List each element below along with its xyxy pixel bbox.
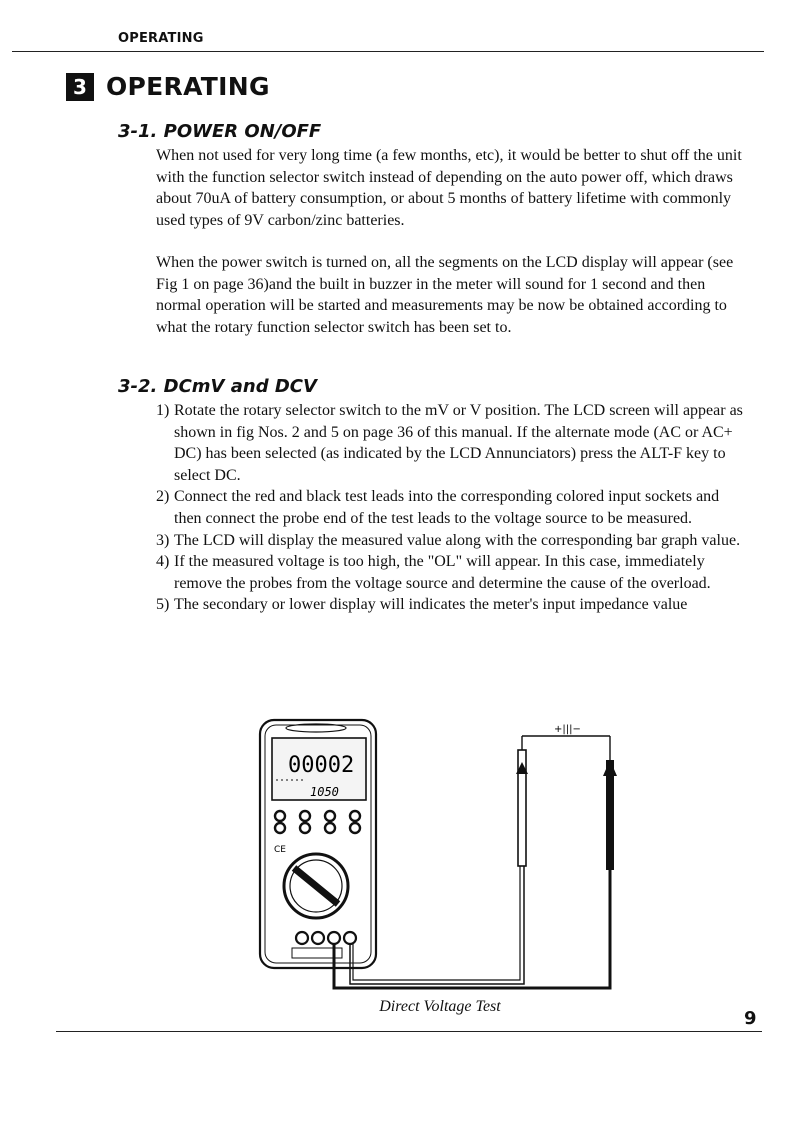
ce-mark: CE bbox=[274, 845, 286, 855]
running-header: OPERATING bbox=[118, 31, 204, 46]
rotary-selector-dial bbox=[284, 854, 348, 918]
paragraph: When the power switch is turned on, all the segments on the LCD display will appear (see Fig 1 on page 36)and the built in buzzer in the meter will sound for 1 second and then normal operation will be started and measurements may be now be obtained according to what the rotary function selector switch has been set to. bbox=[156, 254, 734, 336]
input-sockets bbox=[296, 932, 356, 944]
meter-button-row bbox=[275, 811, 360, 833]
secondary-reading: 1050 bbox=[310, 785, 339, 799]
procedure-list bbox=[156, 400, 748, 616]
chapter-title: OPERATING bbox=[106, 72, 270, 101]
list-item: 1) Rotate the rotary selector switch to the mV or V position. The LCD screen will appear as shown in fig Nos. 2 and 5 on page 36 of this manual. If the alternate mode (AC or AC+ DC) has been selected (as indicated by the LCD Annunciators) press the ALT-F key to select DC. bbox=[156, 402, 743, 484]
multimeter-illustration bbox=[260, 720, 376, 968]
paragraph: When not used for very long time (a few months, etc), it would be better to shut off the unit with the function selector switch instead of depending on the auto power off, which draws about 70uA of battery consumption, or about 5 months of battery lifetime with commonly used types of 9V carbon/zinc batteries. bbox=[156, 147, 742, 229]
section-title-power: 3-1. POWER ON/OFF bbox=[118, 121, 322, 142]
direct-voltage-test-figure bbox=[254, 716, 634, 998]
battery-symbol: +|||− bbox=[554, 724, 581, 735]
page-number: 9 bbox=[744, 1008, 757, 1029]
voltage-source bbox=[522, 724, 610, 736]
primary-reading: 00002 bbox=[288, 753, 355, 778]
list-item: 3) The LCD will display the measured value along with the corresponding bar graph value. bbox=[156, 531, 741, 549]
list-item: 5) The secondary or lower display will indicates the meter's input impedance value bbox=[156, 596, 688, 614]
chapter-heading bbox=[66, 72, 270, 101]
figure-caption: Direct Voltage Test bbox=[379, 998, 501, 1015]
red-test-probe bbox=[516, 736, 528, 866]
chapter-number-badge: 3 bbox=[66, 73, 94, 101]
section-title-dcv: 3-2. DCmV and DCV bbox=[118, 376, 317, 397]
black-test-probe bbox=[603, 736, 617, 870]
header-rule bbox=[12, 51, 764, 52]
footer-rule bbox=[56, 1031, 762, 1032]
list-item: 2) Connect the red and black test leads into the corresponding colored input sockets and then connect the probe end of the test leads to the voltage source to be measured. bbox=[156, 488, 720, 527]
list-item: 4) If the measured voltage is too high, the "OL" will appear. In this case, immediately remove the probes from the voltage source and determine the cause of the overload. bbox=[156, 553, 711, 592]
